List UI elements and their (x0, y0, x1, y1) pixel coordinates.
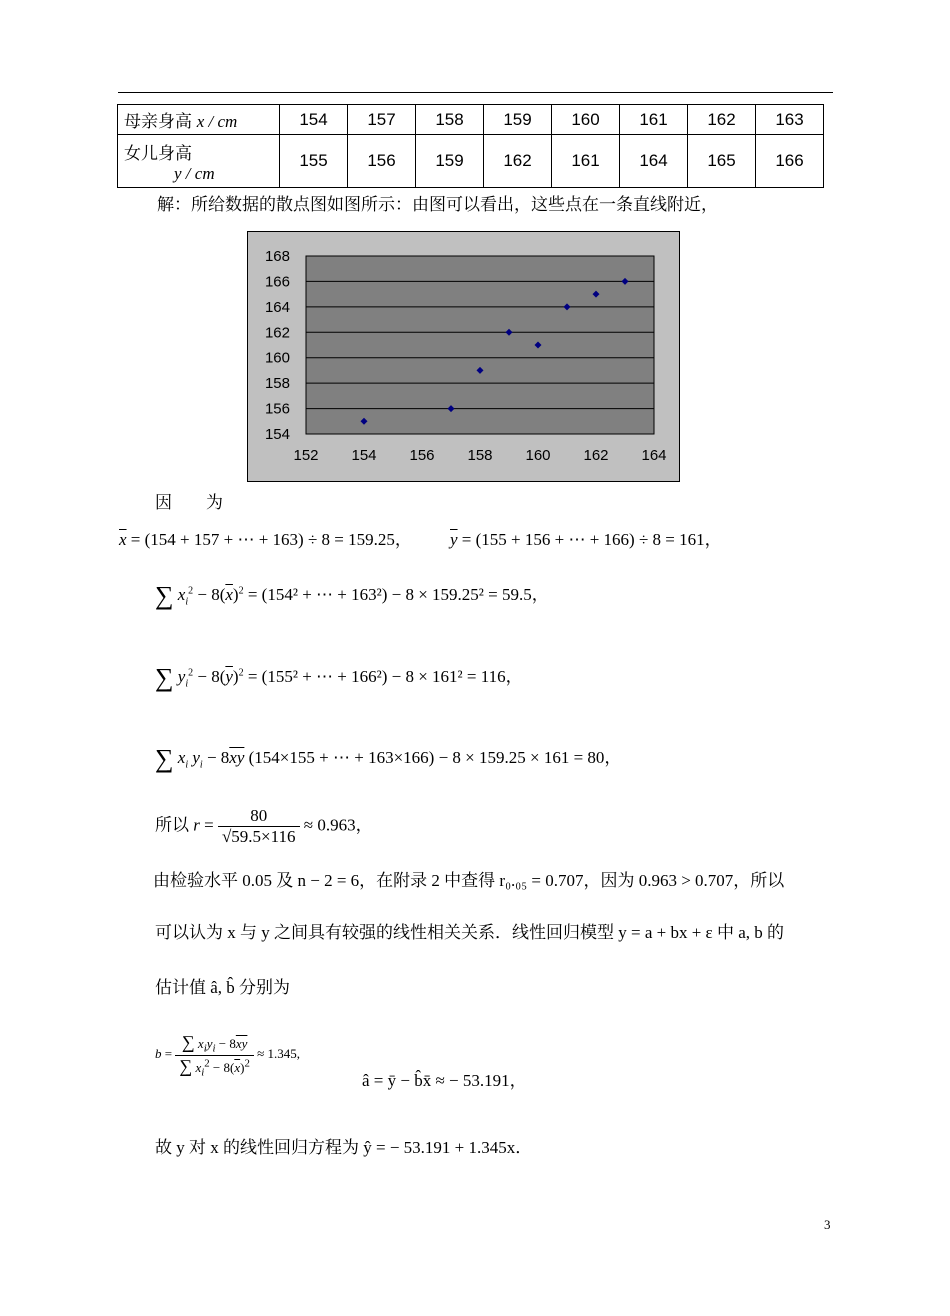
x-tick-label: 154 (351, 447, 377, 464)
table-cell: 157 (348, 105, 416, 135)
x-tick-label: 164 (641, 447, 667, 464)
x-tick-label: 160 (525, 447, 551, 464)
mean-x-formula: $\overline{x} = (154 + 157$ + ⋯ + 163) ÷ 8 = 159.25， (119, 530, 412, 549)
x-tick-label: 162 (583, 447, 609, 464)
y-tick-label: 166 (264, 273, 290, 291)
r-formula: 所以 r = $\frac{80}{√59.5\times 116}$ ≈ 0.963， (155, 806, 373, 846)
sum-y2-formula: ∑ $y_i^2 - 8(\overline{y})^2 = (155^2$ + ⋯ + 166²) − 8 × 161² = 116， (155, 663, 523, 693)
y-tick-label: 160 (264, 349, 290, 367)
table-cell: 154 (280, 105, 348, 135)
x-tick-label: 152 (293, 447, 319, 464)
test-line: 由检验水平 0.05 及 n − 2 = 6，在附录 2 中查得 r₀.₀₅ = 0.707，因为 0.963 > 0.707，所以 (153, 871, 785, 890)
daughter-height-row (118, 135, 824, 188)
table-cell: 163 (756, 105, 824, 135)
table-cell: 156 (348, 135, 416, 188)
scatter-chart (247, 231, 680, 482)
a-formula: â = ȳ − b̂x̄ ≈ − 53.191， (362, 1071, 527, 1090)
y-tick-label: 158 (264, 375, 290, 393)
table-cell: 159 (416, 135, 484, 188)
table-cell: 165 (688, 135, 756, 188)
because-text: 因 为 (155, 493, 223, 512)
top-rule (118, 92, 833, 93)
daughter-height-header: 女儿身高 y / cm (118, 135, 280, 188)
y-tick-label: 162 (264, 324, 290, 342)
mother-height-header: 母亲身高 x / cm (118, 105, 280, 135)
scatter-svg (248, 232, 681, 483)
table-cell: 162 (688, 105, 756, 135)
mean-y-formula: $\overline{y} = (155 + 156$ + ⋯ + 166) ÷ 8 = 161， (450, 530, 722, 549)
sum-x2-formula: ∑ $x_i^2 - 8(\overline{x})^2 = (154^2$ + ⋯ + 163²) − 8 × 159.25² = 59.5， (155, 581, 549, 611)
table-cell: 164 (620, 135, 688, 188)
table-cell: 158 (416, 105, 484, 135)
table-cell: 155 (280, 135, 348, 188)
b-formula: b = $\frac{\sum x_iy_i - 8\overline{xy}}{\sum x_i^2 - 8(\overline{x})^2}$ ≈ 1.345, (155, 1032, 301, 1079)
estimate-line: 估计值 â, b̂ 分别为 (155, 978, 291, 997)
y-tick-label: 168 (264, 248, 290, 265)
mother-height-row (118, 105, 824, 135)
conclusion-line: 故 y 对 x 的线性回归方程为 ŷ = − 53.191 + 1.345x． (155, 1138, 533, 1157)
table-cell: 159 (484, 105, 552, 135)
y-tick-label: 164 (264, 298, 290, 316)
plot-area (306, 256, 654, 434)
table-cell: 162 (484, 135, 552, 188)
table-cell: 161 (552, 135, 620, 188)
y-tick-label: 154 (264, 426, 290, 443)
table-cell: 166 (756, 135, 824, 188)
page-number: 3 (824, 1217, 831, 1232)
linear-line: 可以认为 x 与 y 之间具有较强的线性相关关系．线性回归模型 y = a + bx + ε 中 a, b 的 (155, 923, 784, 942)
sum-xy-formula: ∑ $x_i$ $y_i - 8\overline{xy}$ (154×155 + ⋯ + 163×166) − 8 × 159.25 × 161 = 80， (155, 744, 622, 774)
y-tick-label: 156 (264, 400, 290, 418)
x-tick-label: 158 (467, 447, 493, 464)
table-cell: 161 (620, 105, 688, 135)
height-table (117, 104, 824, 188)
table-cell: 160 (552, 105, 620, 135)
solution-text: 解：所给数据的散点图如图所示：由图可以看出，这些点在一条直线附近， (157, 195, 718, 214)
x-tick-label: 156 (409, 447, 435, 464)
